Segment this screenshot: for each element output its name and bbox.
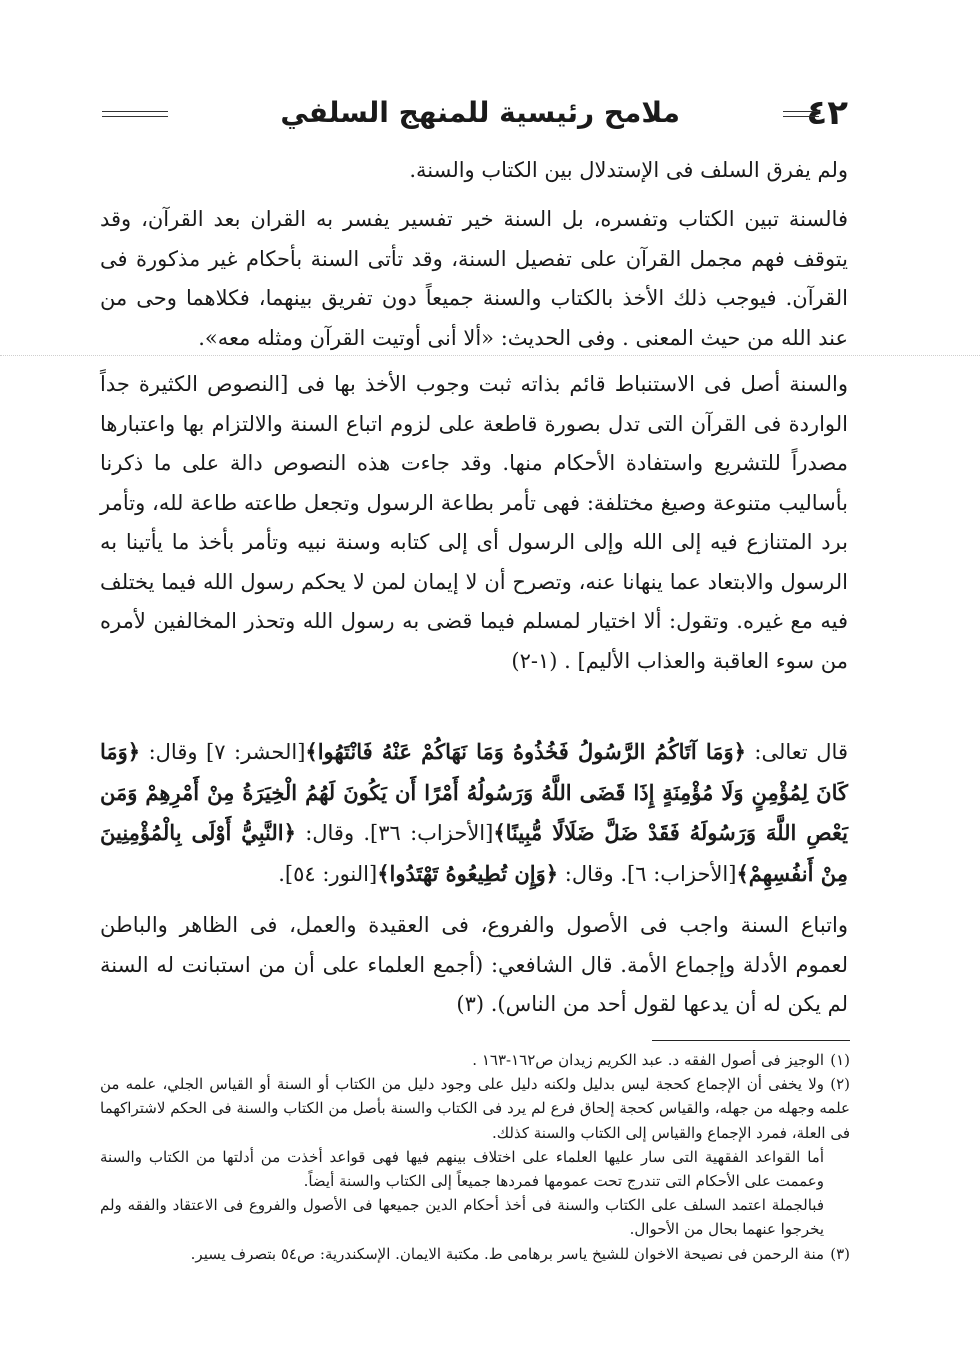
- paragraph-3: [100, 365, 848, 681]
- paragraph-5-text: واتباع السنة واجب فى الأصول والفروع، فى العقيدة والعمل، فى الظاهر والباطن لعموم الأدلة وإجماع الأمة. قال الشافعي: (أجمع العلماء على أن من استبانت له السنة لم يكن له أن يدعها لقول أحد من الناس). (٣): [100, 913, 848, 1016]
- footnote-3: [100, 1242, 850, 1266]
- paragraph-3-text: والسنة أصل فى الاستنباط قائم بذاته ثبت وجوب الأخذ بها فى [النصوص الكثيرة جداً الواردة فى القرآن التى تدل بصورة قاطعة على لزوم اتباع السنة والالتزام بها واعتبارها مصدراً للتشريع واستفادة الأحكام منها. وقد جاءت هذه النصوص دالة على ما ذكرنا بأساليب متنوعة وصيغ مختلفة: فهى تأمر بطاعة الرسول وتجعل طاعته طاعة لله، وتأمر برد المتنازع فيه إلى الله وإلى الرسول أى إلى كتابه وسنة نبيه وتأمر بأخذ ما يأتينا به الرسول والابتعاد عما ينهانا عنه، وتصرح أن لا إيمان لمن لا يحكم رسول الله فيما يختلف فيه مع غيره. وتقول: ألا اختيار لمسلم فيما قضى به رسول الله وتحذر المخالفين لأمره من سوء العاقبة والعذاب الأليم] . (١-٢): [100, 372, 848, 673]
- paragraph-2: [100, 200, 848, 358]
- footnote-3-number: (٣): [830, 1244, 850, 1263]
- header-rule-left-2: [102, 116, 168, 117]
- verse-ahzab-6: ﴿النَّبِيُّ أَوْلَى بِالْمُؤْمِنِينَ مِنْ أَنفُسِهِمْ﴾: [100, 820, 848, 886]
- header-rule-right-2: [783, 116, 819, 117]
- quote-intro: قال تعالى:: [745, 740, 848, 764]
- ref-ahzab-36: [الأحزاب: ٣٦]. وقال:: [295, 821, 494, 845]
- running-header: [100, 92, 848, 138]
- ref-ahzab-6: [الأحزاب: ٦]. وقال:: [558, 861, 737, 886]
- footnote-separator: [652, 1040, 850, 1041]
- footnote-2-text-b: أما القواعد الفقهية التى سار عليها العلماء على اختلاف بينهم فيها فهى قواعد أخذت من أدلتها من الكتاب والسنة وعممت على الأحكام التى تندرج تحت عمومها فمردها جميعاً إلى الكتاب والسنة أيضاً.: [100, 1147, 824, 1191]
- footnote-2-text-c: فبالجملة اعتمد السلف على الكتاب والسنة فى أخذ أحكام الدين جميعها فى الأصول والفروع فى الاعتقاد والفقه ولم يخرجوا عنهما بحال من الأحوال.: [100, 1196, 824, 1239]
- paragraph-1: [409, 151, 848, 191]
- verse-hashr-7: ﴿وَمَا آتَاكُمُ الرَّسُولُ فَخُذُوهُ وَمَا نَهَاكُمْ عَنْهُ فَانْتَهُوا﴾: [305, 739, 746, 764]
- footnote-1-number: (١): [830, 1051, 850, 1069]
- header-rule-left: [102, 111, 168, 112]
- footnote-1-text: الوجيز فى أصول الفقه د. عبد الكريم زيدان ص١٦٢-١٦٣ .: [472, 1051, 824, 1069]
- footnote-2: [100, 1072, 850, 1145]
- verse-nur-54: ﴿وَإِن تُطِيعُوهُ تَهْتَدُوا﴾: [377, 860, 559, 886]
- running-title: ملامح رئيسية للمنهج السلفي: [280, 96, 680, 129]
- paragraph-1-text: ولم يفرق السلف فى الإستدلال بين الكتاب والسنة.: [409, 158, 848, 182]
- ref-nur-54: [النور: ٥٤].: [278, 861, 378, 886]
- footnote-2-text-a: ولا يخفى أن الإجماع كحجة ليس بدليل ولكنه دليل على وجود دليل من الكتاب أو السنة أو القياس الجلي، علمه من علمه وجهله من جهله، والقياس كحجة إلحاق فرع لم يرد فى الكتاب والسنة بأصل من الكتاب والسنة فى الحكم لاشتراكهما فى العلة، فمرد الإجماع والقياس إلى الكتاب والسنة كذلك.: [100, 1075, 850, 1142]
- verse-ahzab-36: ﴿وَمَا كَانَ لِمُؤْمِنٍ وَلَا مُؤْمِنَةٍ إِذَا قَضَى اللَّهُ وَرَسُولُهُ أَمْرًا أَن يَكُونَ لَهُمُ الْخِيَرَةُ مِنْ أَمْرِهِمْ وَمَن يَعْصِ اللَّهَ وَرَسُولَهُ فَقَدْ ضَلَّ ضَلَالًا مُّبِينًا﴾: [100, 739, 848, 845]
- footnote-2-number: (٢): [830, 1075, 850, 1094]
- footnotes: [100, 1048, 850, 1266]
- paragraph-5: [100, 906, 848, 1025]
- paragraph-4-text: [100, 732, 848, 894]
- footnote-3-text: منة الرحمن فى نصيحة الاخوان للشيخ ياسر برهامى ط. مكتبة الايمان. الإسكندرية: ص٥٤ بتصرف يسير.: [190, 1244, 824, 1263]
- header-rule-right: [783, 111, 819, 112]
- scan-seam: [0, 355, 980, 356]
- footnote-1: [100, 1048, 850, 1072]
- paragraph-2-text: فالسنة تبين الكتاب وتفسره، بل السنة خير تفسير يفسر به القران بعد القرآن، وقد يتوقف فهم مجمل القرآن على تفصيل السنة، وقد تأتى السنة بأحكام غير مذكورة فى القرآن. فيوجب ذلك الأخذ بالكتاب والسنة جميعاً دون تفريق بينهما، فكلاهما وحى من عند الله من حيث المعنى . وفى الحديث: «ألا أنى أوتيت القرآن ومثله معه».: [100, 207, 848, 350]
- paragraph-4-quran: [100, 732, 848, 894]
- ref-hashr-7: [الحشر: ٧] وقال:: [140, 740, 306, 764]
- page-number: ٤٢: [806, 93, 848, 133]
